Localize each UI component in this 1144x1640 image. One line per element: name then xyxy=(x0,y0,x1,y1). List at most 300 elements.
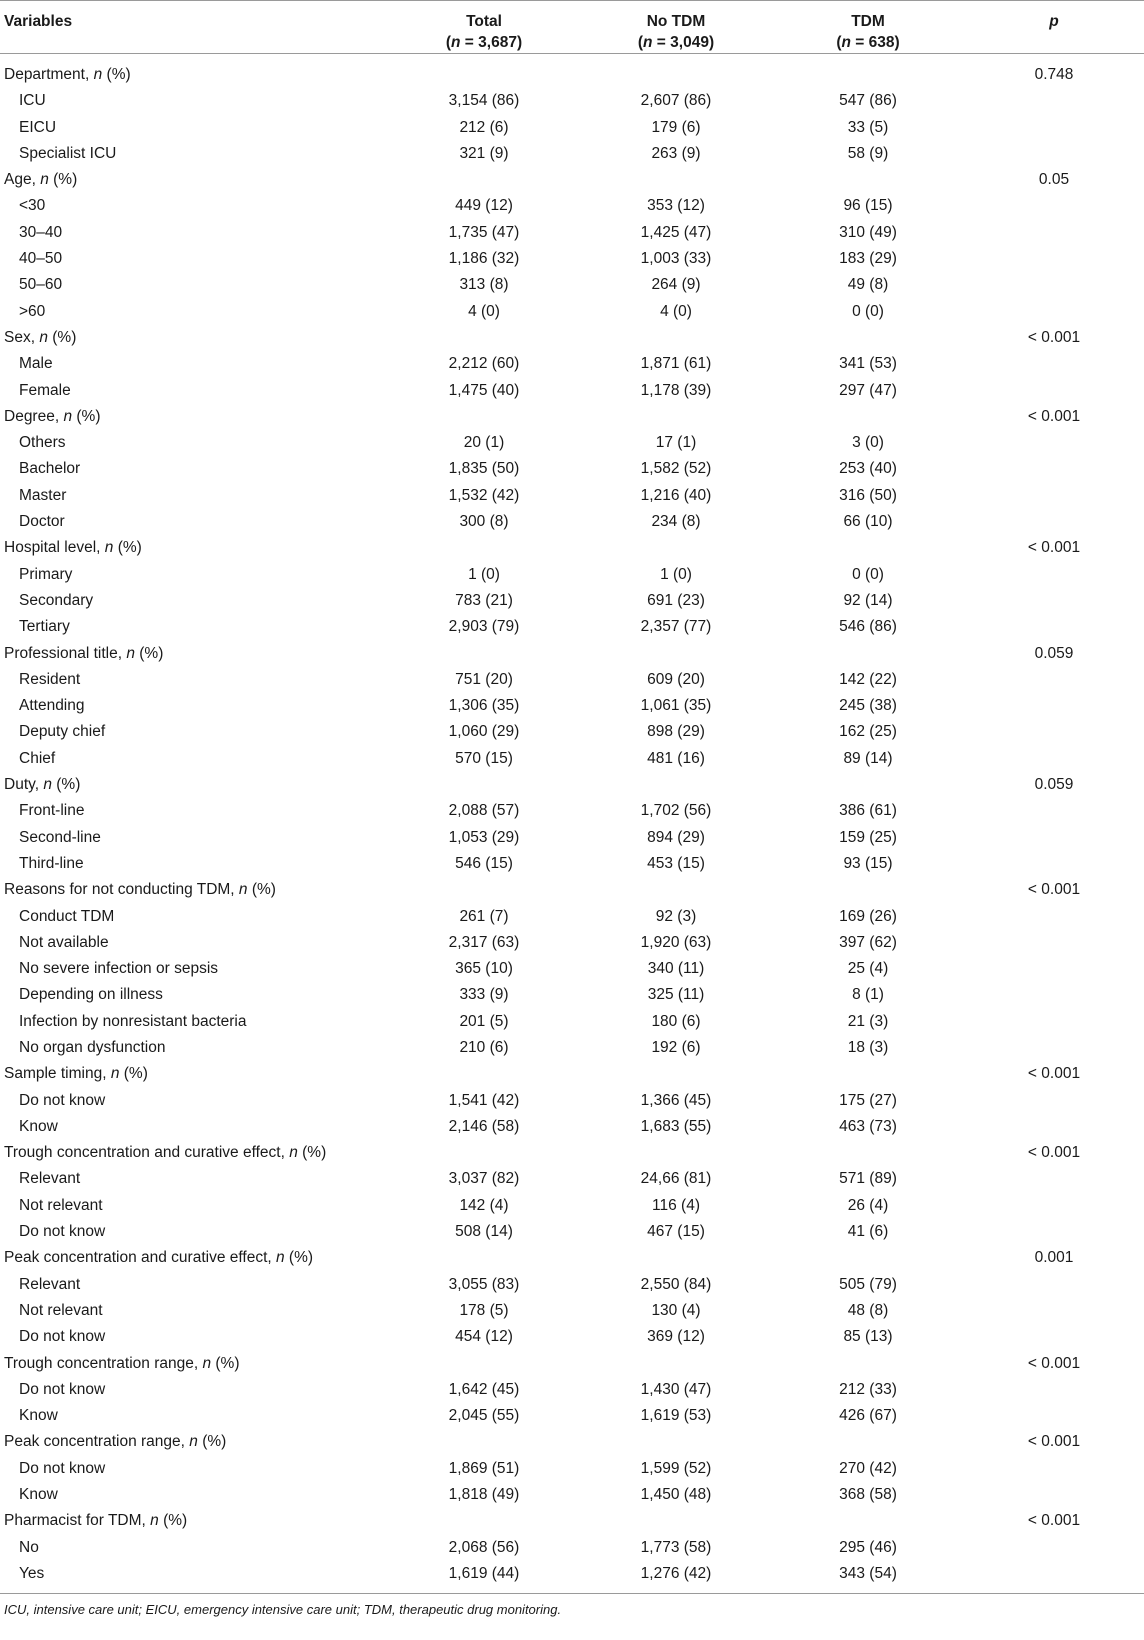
cell-variable: Pharmacist for TDM, n (%) xyxy=(4,1512,188,1530)
table-row xyxy=(0,1088,1144,1114)
cell-p-value: 0.001 xyxy=(1034,1249,1074,1267)
table-row xyxy=(0,1324,1144,1350)
cell-total: 449 (12) xyxy=(455,197,513,215)
table-row xyxy=(0,246,1144,272)
cell-variable: <30 xyxy=(19,197,46,215)
cell-no-tdm xyxy=(580,1061,772,1087)
cell-total xyxy=(388,1508,580,1534)
cell-total xyxy=(388,1245,580,1271)
table-row xyxy=(0,1561,1144,1594)
cell-no-tdm: 179 (6) xyxy=(651,118,701,136)
cell-tdm xyxy=(772,1508,964,1534)
cell-total: 783 (21) xyxy=(455,591,513,609)
cell-no-tdm: 1,061 (35) xyxy=(640,697,712,715)
cell-variable: Others xyxy=(19,434,66,452)
cell-total: 313 (8) xyxy=(459,276,509,294)
cell-variable: Duty, n (%) xyxy=(4,776,81,794)
cell-total xyxy=(388,535,580,561)
cell-variable: Know xyxy=(19,1486,58,1504)
cell-tdm: 3 (0) xyxy=(852,434,884,452)
cell-total: 1,306 (35) xyxy=(448,697,520,715)
cell-p-value: 0.059 xyxy=(1034,776,1074,794)
cell-variable: Trough concentration range, n (%) xyxy=(4,1354,240,1372)
cell-tdm: 26 (4) xyxy=(847,1196,889,1214)
cell-total: 1,053 (29) xyxy=(448,828,520,846)
cell-no-tdm xyxy=(580,641,772,667)
table-row xyxy=(0,1403,1144,1429)
table-group-row xyxy=(0,1351,1144,1377)
cell-variable: Reasons for not conducting TDM, n (%) xyxy=(4,881,276,899)
cell-p-value xyxy=(964,956,1144,982)
cell-variable: Not available xyxy=(19,933,109,951)
cell-p-value xyxy=(964,246,1144,272)
cell-p-value xyxy=(964,798,1144,824)
cell-variable: Know xyxy=(19,1117,58,1135)
header-tdm-n: (n = 638) xyxy=(836,34,900,51)
cell-total: 178 (5) xyxy=(459,1301,509,1319)
cell-no-tdm: 1 (0) xyxy=(660,565,692,583)
table-row xyxy=(0,1193,1144,1219)
cell-total: 1,060 (29) xyxy=(448,723,520,741)
cell-total: 2,146 (58) xyxy=(448,1117,520,1135)
table-row xyxy=(0,1035,1144,1061)
cell-total: 570 (15) xyxy=(455,749,513,767)
cell-tdm xyxy=(772,325,964,351)
cell-no-tdm: 1,702 (56) xyxy=(640,802,712,820)
cell-tdm: 397 (62) xyxy=(839,933,897,951)
table-group-row xyxy=(0,877,1144,903)
cell-no-tdm xyxy=(580,1429,772,1455)
cell-variable: Know xyxy=(19,1407,58,1425)
cell-tdm: 58 (9) xyxy=(847,144,889,162)
cell-total: 2,212 (60) xyxy=(448,355,520,373)
cell-tdm: 386 (61) xyxy=(839,802,897,820)
table-row xyxy=(0,719,1144,745)
table-row xyxy=(0,746,1144,772)
cell-variable: Female xyxy=(19,381,71,399)
cell-no-tdm: 116 (4) xyxy=(652,1196,700,1214)
cell-tdm xyxy=(772,641,964,667)
cell-no-tdm: 1,003 (33) xyxy=(640,250,712,268)
cell-p-value xyxy=(964,588,1144,614)
cell-total: 1,619 (44) xyxy=(388,1561,580,1594)
cell-variable: Chief xyxy=(19,749,56,767)
cell-tdm: 92 (14) xyxy=(843,591,893,609)
cell-total: 365 (10) xyxy=(455,960,513,978)
cell-p-value xyxy=(964,1456,1144,1482)
cell-p-value: 0.748 xyxy=(1034,66,1074,83)
cell-variable: Not relevant xyxy=(19,1196,103,1214)
table-group-row xyxy=(0,1429,1144,1455)
cell-p-value xyxy=(964,1166,1144,1192)
cell-total: 20 (1) xyxy=(463,434,505,452)
cell-variable: Attending xyxy=(19,697,85,715)
cell-variable: Department, n (%) xyxy=(4,66,131,83)
cell-variable: Depending on illness xyxy=(19,986,163,1004)
cell-tdm xyxy=(772,535,964,561)
cell-variable: Tertiary xyxy=(19,618,70,636)
cell-no-tdm xyxy=(580,1245,772,1271)
cell-p-value xyxy=(964,614,1144,640)
cell-variable: Do not know xyxy=(19,1223,106,1241)
cell-total: 751 (20) xyxy=(455,670,513,688)
cell-p-value xyxy=(964,299,1144,325)
cell-variable: Front-line xyxy=(19,802,85,820)
cell-total: 1,532 (42) xyxy=(448,486,520,504)
cell-variable: Peak concentration range, n (%) xyxy=(4,1433,227,1451)
cell-p-value xyxy=(964,456,1144,482)
cell-no-tdm: 2,357 (77) xyxy=(640,618,712,636)
cell-total xyxy=(388,1429,580,1455)
cell-no-tdm: 1,773 (58) xyxy=(640,1538,712,1556)
cell-tdm: 0 (0) xyxy=(852,302,884,320)
table-row xyxy=(0,220,1144,246)
cell-total: 1,818 (49) xyxy=(448,1486,520,1504)
table-group-row xyxy=(0,535,1144,561)
cell-total: 3,055 (83) xyxy=(448,1275,520,1293)
cell-tdm: 571 (89) xyxy=(839,1170,897,1188)
cell-no-tdm: 1,920 (63) xyxy=(640,933,712,951)
cell-p-value xyxy=(964,351,1144,377)
table-row xyxy=(0,851,1144,877)
cell-no-tdm xyxy=(580,535,772,561)
table-row xyxy=(0,1114,1144,1140)
cell-no-tdm: 1,276 (42) xyxy=(580,1561,772,1594)
cell-p-value xyxy=(964,509,1144,535)
cell-variable: Not relevant xyxy=(19,1301,103,1319)
cell-total: 1 (0) xyxy=(468,565,500,583)
cell-no-tdm: 1,366 (45) xyxy=(640,1091,712,1109)
cell-variable: 30–40 xyxy=(19,223,63,241)
table-row xyxy=(0,509,1144,535)
cell-p-value: < 0.001 xyxy=(1027,328,1081,346)
table-row xyxy=(0,667,1144,693)
cell-p-value xyxy=(964,193,1144,219)
cell-p-value xyxy=(964,220,1144,246)
cell-p-value xyxy=(964,1272,1144,1298)
cell-p-value xyxy=(964,1403,1144,1429)
cell-variable: Resident xyxy=(19,670,81,688)
cell-p-value xyxy=(964,930,1144,956)
cell-p-value xyxy=(964,904,1144,930)
cell-no-tdm: 1,178 (39) xyxy=(640,381,712,399)
cell-variable: Primary xyxy=(19,565,73,583)
table-group-row xyxy=(0,325,1144,351)
cell-total: 2,068 (56) xyxy=(448,1538,520,1556)
cell-no-tdm: 353 (12) xyxy=(647,197,705,215)
table-row xyxy=(0,798,1144,824)
cell-tdm: 341 (53) xyxy=(839,355,897,373)
header-total xyxy=(388,1,580,54)
cell-no-tdm xyxy=(580,772,772,798)
cell-p-value xyxy=(964,851,1144,877)
cell-tdm: 162 (25) xyxy=(839,723,897,741)
cell-tdm: 183 (29) xyxy=(839,250,897,268)
cell-variable: 50–60 xyxy=(19,276,63,294)
cell-total: 4 (0) xyxy=(468,302,500,320)
cell-variable: Third-line xyxy=(19,854,84,872)
cell-variable: Yes xyxy=(0,1561,388,1594)
cell-variable: Sample timing, n (%) xyxy=(4,1065,148,1083)
table-row xyxy=(0,956,1144,982)
cell-tdm: 18 (3) xyxy=(847,1038,889,1056)
cell-variable: Sex, n (%) xyxy=(4,328,77,346)
cell-variable: Do not know xyxy=(19,1091,106,1109)
cell-p-value: 0.059 xyxy=(1034,644,1074,662)
cell-no-tdm xyxy=(580,167,772,193)
cell-tdm xyxy=(772,167,964,193)
cell-tdm: 426 (67) xyxy=(839,1407,897,1425)
cell-no-tdm: 325 (11) xyxy=(647,986,705,1004)
table-group-row xyxy=(0,167,1144,193)
header-variables: Variables xyxy=(4,13,73,30)
table-group-row xyxy=(0,772,1144,798)
cell-p-value xyxy=(964,1114,1144,1140)
cell-variable: Relevant xyxy=(19,1170,81,1188)
cell-tdm: 48 (8) xyxy=(847,1301,889,1319)
table-row xyxy=(0,1009,1144,1035)
cell-total xyxy=(388,167,580,193)
cell-p-value xyxy=(964,562,1144,588)
cell-p-value: < 0.001 xyxy=(1027,1144,1081,1162)
cell-tdm xyxy=(772,1061,964,1087)
cell-tdm: 33 (5) xyxy=(847,118,889,136)
cell-total: 1,869 (51) xyxy=(448,1459,520,1477)
cell-total: 2,045 (55) xyxy=(448,1407,520,1425)
cell-tdm: 25 (4) xyxy=(847,960,889,978)
cell-total xyxy=(388,641,580,667)
cell-p-value xyxy=(964,1035,1144,1061)
table-row xyxy=(0,1298,1144,1324)
table-row xyxy=(0,88,1144,114)
header-total-label: Total xyxy=(466,13,502,30)
cell-p-value xyxy=(964,1324,1144,1350)
cell-p-value xyxy=(964,719,1144,745)
cell-total: 300 (8) xyxy=(459,513,509,531)
cell-p-value: < 0.001 xyxy=(1027,407,1081,425)
cell-no-tdm: 467 (15) xyxy=(647,1223,705,1241)
cell-p-value: < 0.001 xyxy=(1027,539,1081,557)
cell-p-value xyxy=(964,1088,1144,1114)
cell-p-value xyxy=(964,88,1144,114)
cell-p-value xyxy=(964,1377,1144,1403)
cell-variable: No severe infection or sepsis xyxy=(19,960,219,978)
cell-no-tdm xyxy=(580,1351,772,1377)
header-row xyxy=(0,1,1144,54)
table-group-row xyxy=(0,54,1144,89)
cell-variable: Deputy chief xyxy=(19,723,106,741)
cell-tdm: 89 (14) xyxy=(843,749,893,767)
cell-variable: Do not know xyxy=(19,1459,106,1477)
table-row xyxy=(0,115,1144,141)
table-row xyxy=(0,272,1144,298)
header-tdm-label: TDM xyxy=(851,13,885,30)
cell-no-tdm: 1,683 (55) xyxy=(640,1117,712,1135)
cell-tdm: 270 (42) xyxy=(839,1459,897,1477)
cell-total: 333 (9) xyxy=(459,986,509,1004)
cell-p-value xyxy=(964,115,1144,141)
header-total-n: (n = 3,687) xyxy=(445,34,523,51)
table-row xyxy=(0,351,1144,377)
cell-no-tdm: 340 (11) xyxy=(647,960,705,978)
cell-variable: Trough concentration and curative effect, n (%) xyxy=(4,1144,327,1162)
cell-variable: 40–50 xyxy=(19,250,63,268)
cell-p-value xyxy=(964,982,1144,1008)
table-row xyxy=(0,1535,1144,1561)
cell-no-tdm: 92 (3) xyxy=(655,907,697,925)
cell-tdm xyxy=(772,1140,964,1166)
cell-total: 454 (12) xyxy=(455,1328,513,1346)
table-row xyxy=(0,562,1144,588)
cell-p-value xyxy=(964,1482,1144,1508)
cell-tdm xyxy=(772,54,964,89)
header-no-tdm-n: (n = 3,049) xyxy=(637,34,715,51)
cell-no-tdm: 691 (23) xyxy=(647,591,705,609)
cell-tdm: 0 (0) xyxy=(852,565,884,583)
cell-variable: Male xyxy=(19,355,53,373)
cell-tdm xyxy=(772,772,964,798)
cell-total: 321 (9) xyxy=(459,144,509,162)
cell-tdm: 175 (27) xyxy=(839,1091,897,1109)
cell-p-value: < 0.001 xyxy=(1027,881,1081,899)
cell-p-value: < 0.001 xyxy=(1027,1433,1081,1451)
cell-p-value xyxy=(964,430,1144,456)
cell-no-tdm: 453 (15) xyxy=(647,854,705,872)
cell-tdm: 343 (54) xyxy=(772,1561,964,1594)
cell-total: 261 (7) xyxy=(459,907,509,925)
cell-total xyxy=(388,1351,580,1377)
table-row xyxy=(0,588,1144,614)
cell-no-tdm: 1,216 (40) xyxy=(640,486,712,504)
table-row xyxy=(0,1219,1144,1245)
header-p-value: p xyxy=(1049,13,1059,30)
cell-p-value xyxy=(964,483,1144,509)
cell-p-value xyxy=(964,1535,1144,1561)
cell-no-tdm: 192 (6) xyxy=(651,1038,701,1056)
cell-tdm: 245 (38) xyxy=(839,697,897,715)
header-tdm xyxy=(772,1,964,54)
cell-tdm: 463 (73) xyxy=(839,1117,897,1135)
cell-total xyxy=(388,404,580,430)
cell-total: 201 (5) xyxy=(459,1012,509,1030)
cell-tdm: 21 (3) xyxy=(847,1012,889,1030)
cell-p-value xyxy=(964,693,1144,719)
cell-tdm: 142 (22) xyxy=(839,670,897,688)
cell-no-tdm: 180 (6) xyxy=(651,1012,701,1030)
cell-tdm: 297 (47) xyxy=(839,381,897,399)
cell-tdm xyxy=(772,1245,964,1271)
cell-tdm: 66 (10) xyxy=(843,513,893,531)
cell-no-tdm: 130 (4) xyxy=(651,1301,701,1319)
cell-p-value: < 0.001 xyxy=(1027,1512,1081,1530)
cell-tdm: 368 (58) xyxy=(839,1486,897,1504)
cell-variable: Secondary xyxy=(19,591,94,609)
table-row xyxy=(0,904,1144,930)
cell-tdm xyxy=(772,404,964,430)
table-row xyxy=(0,1377,1144,1403)
table-row xyxy=(0,693,1144,719)
cell-p-value xyxy=(964,1219,1144,1245)
cell-variable: No xyxy=(19,1538,39,1556)
cell-no-tdm: 609 (20) xyxy=(647,670,705,688)
cell-no-tdm: 4 (0) xyxy=(660,302,692,320)
table-group-row xyxy=(0,1245,1144,1271)
cell-tdm: 169 (26) xyxy=(839,907,897,925)
table-group-row xyxy=(0,1140,1144,1166)
cell-tdm: 295 (46) xyxy=(839,1538,897,1556)
cell-total xyxy=(388,772,580,798)
cell-total: 1,835 (50) xyxy=(448,460,520,478)
table-footnote: ICU, intensive care unit; EICU, emergency intensive care unit; TDM, therapeutic drug monitoring. xyxy=(4,1602,562,1618)
cell-total: 546 (15) xyxy=(455,854,513,872)
cell-total: 1,642 (45) xyxy=(448,1380,520,1398)
cell-tdm: 547 (86) xyxy=(839,92,897,110)
table-row xyxy=(0,1166,1144,1192)
table-row xyxy=(0,193,1144,219)
cell-p-value xyxy=(964,272,1144,298)
cell-p-value xyxy=(964,1009,1144,1035)
table-group-row xyxy=(0,641,1144,667)
cell-variable: Age, n (%) xyxy=(4,171,78,189)
table-row xyxy=(0,141,1144,167)
table-group-row xyxy=(0,404,1144,430)
cell-p-value: 0.05 xyxy=(1038,171,1070,189)
cell-no-tdm: 24,66 (81) xyxy=(640,1170,712,1188)
cell-no-tdm xyxy=(580,54,772,89)
cell-variable: Second-line xyxy=(19,828,101,846)
cell-variable: Professional title, n (%) xyxy=(4,644,164,662)
cell-total: 2,317 (63) xyxy=(448,933,520,951)
cell-total: 3,037 (82) xyxy=(448,1170,520,1188)
cell-p-value xyxy=(964,378,1144,404)
cell-variable: Conduct TDM xyxy=(19,907,115,925)
cell-tdm: 93 (15) xyxy=(843,854,893,872)
table-row xyxy=(0,1272,1144,1298)
cell-total xyxy=(388,325,580,351)
table-row xyxy=(0,614,1144,640)
table-row xyxy=(0,456,1144,482)
cell-no-tdm: 1,425 (47) xyxy=(640,223,712,241)
cell-no-tdm: 1,450 (48) xyxy=(640,1486,712,1504)
cell-p-value: < 0.001 xyxy=(1027,1354,1081,1372)
cell-tdm: 316 (50) xyxy=(839,486,897,504)
table-row xyxy=(0,930,1144,956)
cell-variable: Degree, n (%) xyxy=(4,407,101,425)
cell-variable: Do not know xyxy=(19,1328,106,1346)
table-body xyxy=(0,54,1144,1594)
cell-total: 2,903 (79) xyxy=(448,618,520,636)
cell-variable: EICU xyxy=(19,118,57,136)
cell-p-value xyxy=(964,746,1144,772)
cell-variable: Master xyxy=(19,486,67,504)
table-row xyxy=(0,1482,1144,1508)
cell-tdm: 49 (8) xyxy=(847,276,889,294)
cell-no-tdm: 2,607 (86) xyxy=(640,92,712,110)
cell-tdm: 546 (86) xyxy=(839,618,897,636)
cell-no-tdm xyxy=(580,1508,772,1534)
cell-total: 212 (6) xyxy=(459,118,509,136)
cell-tdm: 159 (25) xyxy=(839,828,897,846)
cell-variable: Infection by nonresistant bacteria xyxy=(19,1012,247,1030)
cell-total xyxy=(388,54,580,89)
cell-tdm xyxy=(772,1351,964,1377)
cell-p-value xyxy=(964,667,1144,693)
cell-tdm: 253 (40) xyxy=(839,460,897,478)
cell-no-tdm: 894 (29) xyxy=(647,828,705,846)
cell-no-tdm: 898 (29) xyxy=(647,723,705,741)
header-no-tdm-label: No TDM xyxy=(646,13,706,30)
cell-tdm: 41 (6) xyxy=(847,1223,889,1241)
